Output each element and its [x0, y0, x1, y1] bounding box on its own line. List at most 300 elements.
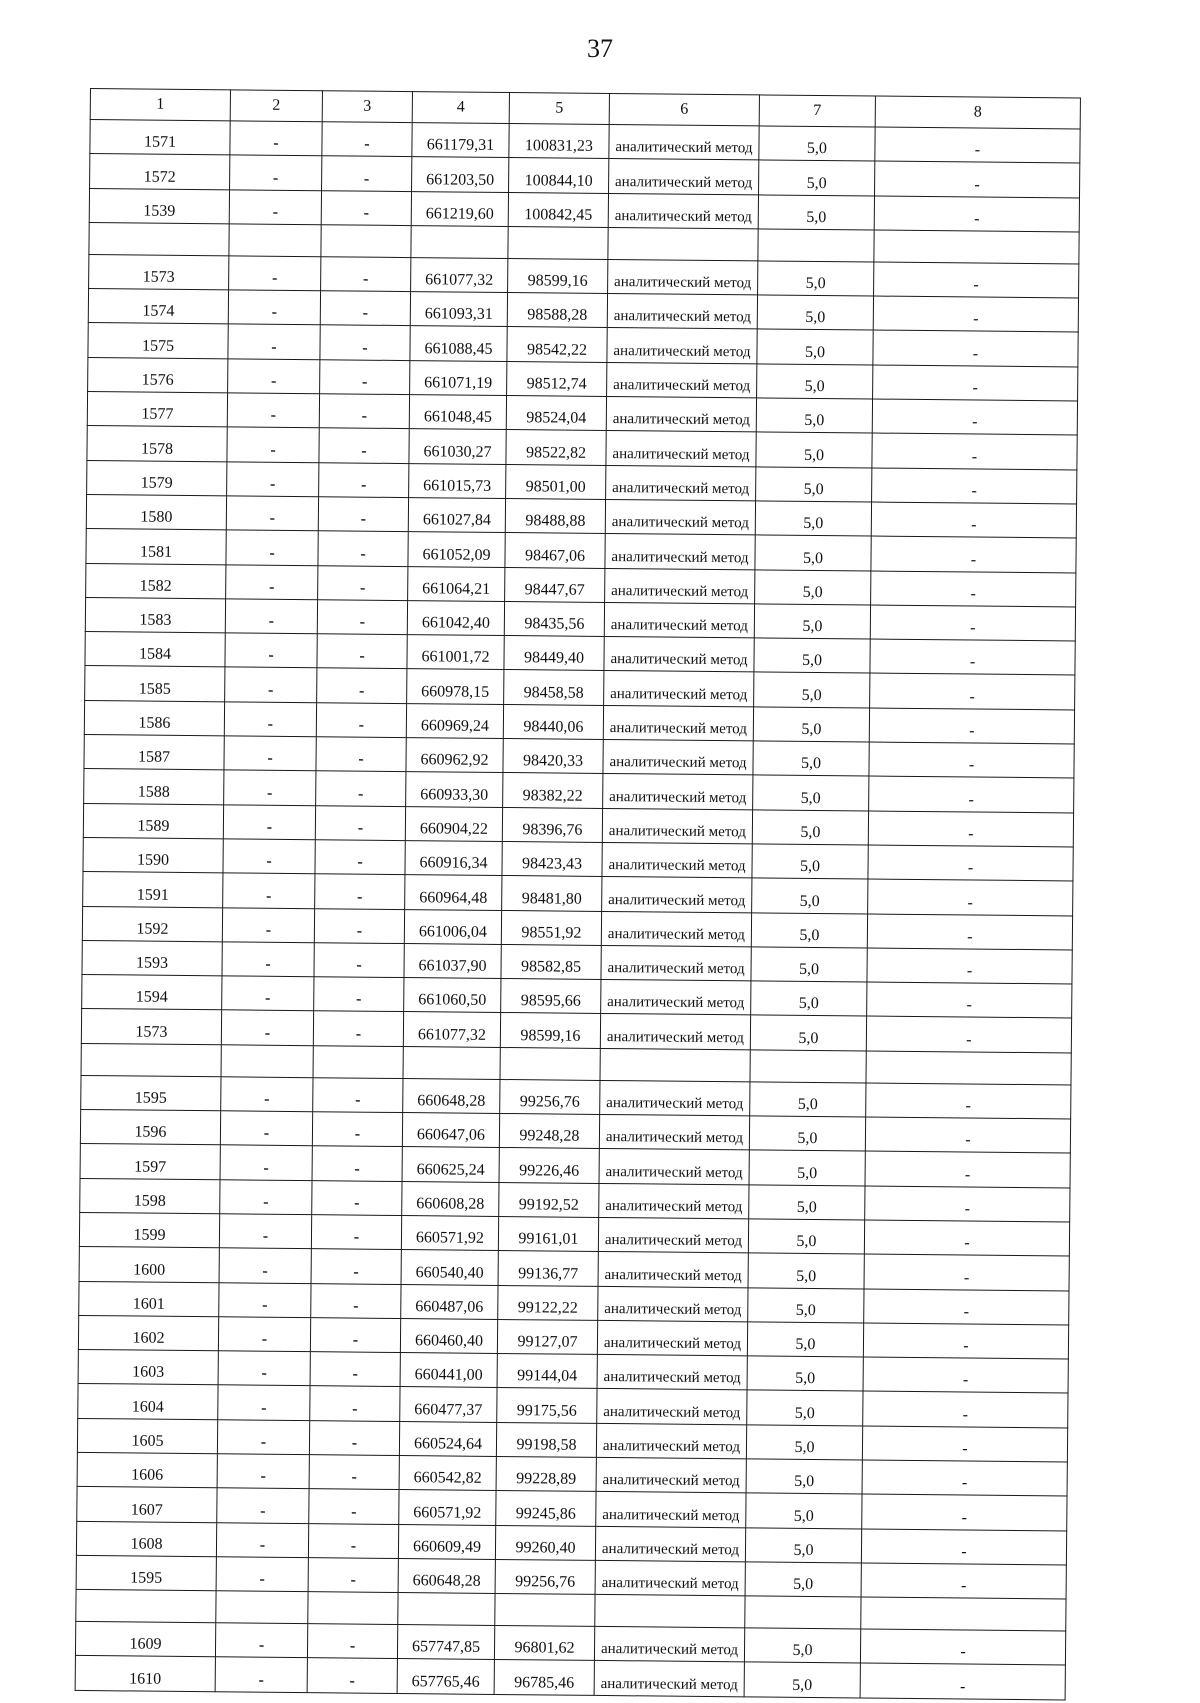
- col8-cell: -: [871, 571, 1076, 607]
- x-coordinate-cell: 661027,84: [408, 498, 505, 533]
- point-number-cell: 1579: [87, 460, 227, 496]
- y-coordinate-cell: 98524,04: [506, 396, 606, 431]
- y-coordinate-cell: [500, 1047, 600, 1080]
- x-coordinate-cell: 660962,92: [406, 738, 503, 773]
- col8-cell: -: [865, 1186, 1070, 1222]
- accuracy-cell: 5,0: [753, 707, 869, 742]
- col8-cell: -: [861, 1563, 1066, 1599]
- x-coordinate-cell: 661077,32: [403, 1012, 500, 1047]
- x-coordinate-cell: 660571,92: [399, 1490, 496, 1525]
- x-coordinate-cell: 661219,60: [411, 191, 508, 226]
- col2-cell: -: [228, 359, 320, 394]
- y-coordinate-cell: 99175,56: [497, 1388, 597, 1423]
- x-coordinate-cell: 661179,31: [412, 123, 509, 158]
- accuracy-cell: 5,0: [752, 810, 868, 845]
- y-coordinate-cell: [508, 226, 608, 259]
- col2-cell: -: [217, 1454, 309, 1489]
- x-coordinate-cell: 661064,21: [408, 566, 505, 601]
- x-coordinate-cell: 660648,28: [403, 1078, 500, 1113]
- method-cell: аналитический метод: [600, 1080, 750, 1116]
- method-cell: аналитический метод: [598, 1252, 748, 1288]
- y-coordinate-cell: 98599,16: [508, 258, 608, 293]
- y-coordinate-cell: 98522,82: [506, 430, 606, 465]
- col8-cell: -: [874, 196, 1079, 232]
- point-number-cell: 1577: [87, 392, 227, 428]
- point-number-cell: 1599: [79, 1212, 219, 1248]
- col3-cell: -: [315, 840, 405, 875]
- col3-cell: -: [318, 497, 408, 532]
- col2-cell: -: [229, 256, 321, 291]
- y-coordinate-cell: 99226,46: [499, 1148, 599, 1183]
- col3-cell: -: [321, 257, 411, 292]
- method-cell: аналитический метод: [605, 534, 755, 570]
- x-coordinate-cell: 661037,90: [404, 943, 501, 978]
- col8-cell: -: [868, 845, 1073, 881]
- col3-cell: -: [316, 702, 406, 737]
- method-cell: аналитический метод: [596, 1423, 746, 1459]
- y-coordinate-cell: 98458,58: [504, 670, 604, 705]
- method-cell: аналитический метод: [594, 1661, 744, 1697]
- x-coordinate-cell: 660441,00: [400, 1353, 497, 1388]
- col2-cell: -: [228, 290, 320, 325]
- method-cell: аналитический метод: [608, 259, 758, 295]
- y-coordinate-cell: 98447,67: [505, 567, 605, 602]
- col2-cell: -: [225, 633, 317, 668]
- x-coordinate-cell: 661060,50: [404, 978, 501, 1013]
- col8-cell: -: [868, 811, 1073, 847]
- col2-cell: -: [230, 121, 322, 156]
- method-cell: аналитический метод: [604, 671, 754, 707]
- point-number-cell: 1606: [77, 1452, 217, 1488]
- y-coordinate-cell: 98512,74: [507, 361, 607, 396]
- col8-cell: -: [862, 1426, 1067, 1462]
- x-coordinate-cell: [403, 1046, 500, 1079]
- col3-cell: [321, 225, 411, 258]
- y-coordinate-cell: 99192,52: [499, 1182, 599, 1217]
- col2-cell: -: [218, 1317, 310, 1352]
- col2-cell: -: [220, 1179, 312, 1214]
- col2-cell: -: [221, 1010, 313, 1045]
- accuracy-cell: 5,0: [756, 432, 872, 467]
- y-coordinate-cell: 99248,28: [499, 1113, 599, 1148]
- accuracy-cell: 5,0: [745, 1527, 861, 1562]
- accuracy-cell: 5,0: [747, 1356, 863, 1391]
- col3-cell: -: [318, 531, 408, 566]
- method-cell: аналитический метод: [598, 1217, 748, 1253]
- col2-cell: -: [227, 427, 319, 462]
- col8-cell: -: [873, 365, 1078, 401]
- col8-cell: -: [860, 1663, 1065, 1699]
- x-coordinate-cell: 660904,22: [405, 806, 502, 841]
- accuracy-cell: 5,0: [748, 1287, 864, 1322]
- point-number-cell: 1602: [78, 1315, 218, 1351]
- col3-cell: -: [312, 1146, 402, 1181]
- col8-cell: -: [875, 161, 1080, 197]
- y-coordinate-cell: 99256,76: [495, 1559, 595, 1594]
- method-cell: аналитический метод: [602, 808, 752, 844]
- x-coordinate-cell: 660625,24: [402, 1147, 499, 1182]
- col2-cell: [229, 224, 321, 257]
- x-coordinate-cell: 661015,73: [409, 463, 506, 498]
- method-cell: аналитический метод: [599, 1114, 749, 1150]
- accuracy-cell: 5,0: [757, 329, 873, 364]
- accuracy-cell: 5,0: [749, 1184, 865, 1219]
- col3-cell: -: [314, 943, 404, 978]
- col3-cell: -: [318, 565, 408, 600]
- col3-cell: -: [316, 737, 406, 772]
- point-number-cell: 1583: [85, 597, 225, 633]
- col3-cell: -: [309, 1420, 399, 1455]
- x-coordinate-cell: 661048,45: [409, 395, 506, 430]
- y-coordinate-cell: 98551,92: [501, 910, 601, 945]
- col8-cell: -: [867, 948, 1072, 984]
- col8-cell: -: [865, 1151, 1070, 1187]
- point-number-cell: 1581: [86, 529, 226, 565]
- y-coordinate-cell: 98588,28: [507, 293, 607, 328]
- col3-cell: -: [317, 668, 407, 703]
- col2-cell: -: [220, 1145, 312, 1180]
- accuracy-cell: 5,0: [756, 398, 872, 433]
- y-coordinate-cell: 99228,89: [496, 1456, 596, 1491]
- method-cell: аналитический метод: [595, 1526, 745, 1562]
- col3-cell: -: [308, 1523, 398, 1558]
- col8-cell: -: [871, 536, 1076, 572]
- y-coordinate-cell: 98423,43: [502, 841, 602, 876]
- y-coordinate-cell: 99198,58: [496, 1422, 596, 1457]
- col2-cell: -: [224, 770, 316, 805]
- col8-cell: -: [869, 776, 1074, 812]
- point-number-cell: 1607: [77, 1487, 217, 1523]
- point-number-cell: [89, 222, 229, 255]
- method-cell: аналитический метод: [603, 774, 753, 810]
- col3-cell: -: [309, 1489, 399, 1524]
- method-cell: аналитический метод: [607, 294, 757, 330]
- col3-cell: -: [312, 1112, 402, 1147]
- point-number-cell: 1574: [88, 289, 228, 325]
- point-number-cell: 1572: [90, 154, 230, 190]
- accuracy-cell: 5,0: [754, 638, 870, 673]
- col3-cell: -: [314, 908, 404, 943]
- point-number-cell: 1582: [86, 563, 226, 599]
- col8-cell: -: [865, 1117, 1070, 1153]
- y-coordinate-cell: 98501,00: [506, 464, 606, 499]
- header-cell-5: 5: [509, 93, 609, 125]
- y-coordinate-cell: 98467,06: [505, 533, 605, 568]
- point-number-cell: 1584: [85, 632, 225, 668]
- col8-cell: -: [866, 1083, 1071, 1119]
- col3-cell: -: [308, 1558, 398, 1593]
- point-number-cell: 1608: [76, 1521, 216, 1557]
- accuracy-cell: 5,0: [750, 1015, 866, 1050]
- accuracy-cell: 5,0: [748, 1253, 864, 1288]
- y-coordinate-cell: 98488,88: [505, 498, 605, 533]
- y-coordinate-cell: 96785,46: [494, 1660, 594, 1695]
- col3-cell: -: [320, 291, 410, 326]
- y-coordinate-cell: 98595,66: [501, 979, 601, 1014]
- x-coordinate-cell: 661093,31: [410, 292, 507, 327]
- y-coordinate-cell: 99144,04: [497, 1354, 597, 1389]
- col3-cell: -: [314, 977, 404, 1012]
- col3-cell: -: [316, 771, 406, 806]
- col2-cell: -: [219, 1282, 311, 1317]
- col8-cell: -: [863, 1323, 1068, 1359]
- col3-cell: -: [319, 428, 409, 463]
- y-coordinate-cell: 99161,01: [498, 1216, 598, 1251]
- x-coordinate-cell: 660608,28: [402, 1181, 499, 1216]
- col2-cell: -: [227, 462, 319, 497]
- col3-cell: -: [322, 156, 412, 191]
- point-number-cell: 1580: [86, 494, 226, 530]
- col8-cell: -: [870, 673, 1075, 709]
- col2-cell: [221, 1045, 313, 1078]
- x-coordinate-cell: 660524,64: [399, 1421, 496, 1456]
- x-coordinate-cell: 660647,06: [402, 1113, 499, 1148]
- col8-cell: -: [871, 502, 1076, 538]
- y-coordinate-cell: 96801,62: [494, 1626, 594, 1661]
- y-coordinate-cell: 99260,40: [495, 1525, 595, 1560]
- point-number-cell: 1598: [80, 1178, 220, 1214]
- col8-cell: -: [863, 1391, 1068, 1427]
- col2-cell: -: [228, 324, 320, 359]
- x-coordinate-cell: 661006,04: [404, 909, 501, 944]
- accuracy-cell: 5,0: [753, 775, 869, 810]
- point-number-cell: 1571: [90, 120, 230, 156]
- col8-cell: -: [872, 433, 1077, 469]
- method-cell: [595, 1595, 745, 1628]
- col3-cell: -: [321, 190, 411, 225]
- coordinates-sheet: [75, 88, 1080, 1700]
- method-cell: аналитический метод: [603, 740, 753, 776]
- point-number-cell: 1576: [88, 357, 228, 393]
- col8-cell: -: [867, 982, 1072, 1018]
- y-coordinate-cell: 98481,80: [502, 876, 602, 911]
- col3-cell: -: [310, 1386, 400, 1421]
- x-coordinate-cell: 660916,34: [405, 840, 502, 875]
- col2-cell: -: [227, 393, 319, 428]
- col3-cell: -: [320, 325, 410, 360]
- accuracy-cell: 5,0: [746, 1425, 862, 1460]
- method-cell: аналитический метод: [597, 1389, 747, 1425]
- col2-cell: -: [218, 1351, 310, 1386]
- x-coordinate-cell: 660648,28: [398, 1558, 495, 1593]
- col3-cell: -: [315, 874, 405, 909]
- point-number-cell: 1603: [78, 1350, 218, 1386]
- method-cell: аналитический метод: [605, 568, 755, 604]
- col3-cell: -: [315, 805, 405, 840]
- method-cell: аналитический метод: [602, 877, 752, 913]
- point-number-cell: 1573: [89, 254, 229, 290]
- y-coordinate-cell: [495, 1594, 595, 1627]
- x-coordinate-cell: 660609,49: [398, 1524, 495, 1559]
- x-coordinate-cell: 657765,46: [397, 1659, 494, 1694]
- col3-cell: -: [313, 1077, 403, 1112]
- accuracy-cell: 5,0: [751, 981, 867, 1016]
- accuracy-cell: 5,0: [750, 1082, 866, 1117]
- point-number-cell: 1593: [82, 940, 222, 976]
- col8-cell: -: [874, 262, 1079, 298]
- accuracy-cell: 5,0: [755, 535, 871, 570]
- point-number-cell: 1575: [88, 323, 228, 359]
- method-cell: аналитический метод: [603, 705, 753, 741]
- y-coordinate-cell: 98582,85: [501, 944, 601, 979]
- y-coordinate-cell: 100844,10: [509, 158, 609, 193]
- col8-cell: -: [869, 708, 1074, 744]
- point-number-cell: 1609: [75, 1622, 215, 1658]
- method-cell: аналитический метод: [609, 159, 759, 195]
- col8-cell: -: [861, 1529, 1066, 1565]
- col2-cell: -: [223, 839, 315, 874]
- method-cell: аналитический метод: [606, 397, 756, 433]
- y-coordinate-cell: 98599,16: [500, 1013, 600, 1048]
- col8-cell: -: [864, 1220, 1069, 1256]
- method-cell: аналитический метод: [601, 980, 751, 1016]
- accuracy-cell: 5,0: [759, 126, 875, 161]
- col2-cell: -: [221, 1077, 313, 1112]
- accuracy-cell: 5,0: [754, 604, 870, 639]
- point-number-cell: 1585: [85, 666, 225, 702]
- col2-cell: -: [218, 1385, 310, 1420]
- method-cell: аналитический метод: [599, 1149, 749, 1185]
- col3-cell: -: [317, 634, 407, 669]
- accuracy-cell: 5,0: [748, 1219, 864, 1254]
- col2-cell: -: [215, 1657, 307, 1692]
- x-coordinate-cell: [398, 1593, 495, 1626]
- x-coordinate-cell: 660487,06: [401, 1284, 498, 1319]
- col3-cell: -: [322, 122, 412, 157]
- accuracy-cell: 5,0: [749, 1150, 865, 1185]
- method-cell: аналитический метод: [604, 637, 754, 673]
- method-cell: аналитический метод: [599, 1183, 749, 1219]
- col8-cell: -: [870, 605, 1075, 641]
- method-cell: аналитический метод: [607, 362, 757, 398]
- point-number-cell: 1595: [76, 1555, 216, 1591]
- table-body: [75, 89, 1080, 1700]
- y-coordinate-cell: 99122,22: [498, 1285, 598, 1320]
- accuracy-cell: 5,0: [758, 261, 874, 296]
- col2-cell: -: [223, 804, 315, 839]
- col2-cell: -: [222, 942, 314, 977]
- col8-cell: -: [872, 468, 1077, 504]
- x-coordinate-cell: 660460,40: [400, 1318, 497, 1353]
- y-coordinate-cell: 99127,07: [497, 1319, 597, 1354]
- accuracy-cell: 5,0: [749, 1116, 865, 1151]
- y-coordinate-cell: 98435,56: [504, 601, 604, 636]
- header-cell-4: 4: [412, 92, 509, 124]
- y-coordinate-cell: 98420,33: [503, 739, 603, 774]
- col2-cell: -: [215, 1623, 307, 1658]
- y-coordinate-cell: 98440,06: [503, 704, 603, 739]
- x-coordinate-cell: 660542,82: [399, 1456, 496, 1491]
- col2-cell: -: [226, 530, 318, 565]
- col2-cell: -: [226, 496, 318, 531]
- col8-cell: -: [864, 1254, 1069, 1290]
- point-number-cell: [81, 1043, 221, 1076]
- method-cell: аналитический метод: [608, 193, 758, 229]
- col2-cell: [216, 1591, 308, 1624]
- col3-cell: -: [310, 1317, 400, 1352]
- col2-cell: -: [225, 599, 317, 634]
- col8-cell: -: [863, 1357, 1068, 1393]
- accuracy-cell: 5,0: [755, 569, 871, 604]
- accuracy-cell: [750, 1050, 866, 1083]
- col3-cell: [308, 1592, 398, 1625]
- method-cell: аналитический метод: [602, 842, 752, 878]
- accuracy-cell: [758, 229, 874, 262]
- accuracy-cell: 5,0: [757, 295, 873, 330]
- method-cell: аналитический метод: [598, 1286, 748, 1322]
- header-cell-3: 3: [322, 91, 412, 123]
- col2-cell: -: [229, 189, 321, 224]
- col8-cell: -: [867, 914, 1072, 950]
- y-coordinate-cell: 98382,22: [503, 773, 603, 808]
- method-cell: аналитический метод: [609, 124, 759, 160]
- x-coordinate-cell: 660477,37: [400, 1387, 497, 1422]
- x-coordinate-cell: 661203,50: [412, 157, 509, 192]
- x-coordinate-cell: [411, 225, 508, 258]
- col2-cell: -: [225, 667, 317, 702]
- col2-cell: -: [226, 564, 318, 599]
- accuracy-cell: 5,0: [752, 844, 868, 879]
- method-cell: аналитический метод: [601, 945, 751, 981]
- col3-cell: -: [319, 394, 409, 429]
- y-coordinate-cell: 98542,22: [507, 327, 607, 362]
- point-number-cell: 1590: [83, 837, 223, 873]
- point-number-cell: 1586: [84, 700, 224, 736]
- col3-cell: -: [307, 1658, 397, 1693]
- col2-cell: -: [224, 702, 316, 737]
- col2-cell: -: [217, 1419, 309, 1454]
- point-number-cell: 1605: [77, 1418, 217, 1454]
- accuracy-cell: 5,0: [757, 364, 873, 399]
- point-number-cell: 1601: [79, 1281, 219, 1317]
- point-number-cell: 1573: [81, 1009, 221, 1045]
- header-cell-7: 7: [759, 95, 875, 127]
- x-coordinate-cell: 661052,09: [408, 532, 505, 567]
- header-cell-8: 8: [875, 96, 1080, 129]
- point-number-cell: 1588: [84, 769, 224, 805]
- col8-cell: -: [875, 127, 1080, 163]
- col8-cell: -: [868, 879, 1073, 915]
- col8-cell: -: [864, 1288, 1069, 1324]
- x-coordinate-cell: 661071,19: [410, 360, 507, 395]
- accuracy-cell: 5,0: [745, 1562, 861, 1597]
- col8-cell: -: [862, 1460, 1067, 1496]
- y-coordinate-cell: 100831,23: [509, 124, 609, 159]
- accuracy-cell: 5,0: [747, 1390, 863, 1425]
- x-coordinate-cell: 660969,24: [406, 703, 503, 738]
- col3-cell: -: [320, 360, 410, 395]
- col8-cell: [874, 230, 1079, 264]
- x-coordinate-cell: 661042,40: [407, 600, 504, 635]
- page-number: 37: [587, 34, 613, 63]
- point-number-cell: 1597: [80, 1144, 220, 1180]
- col2-cell: -: [230, 155, 322, 190]
- col3-cell: -: [311, 1283, 401, 1318]
- point-number-cell: 1600: [79, 1247, 219, 1283]
- method-cell: аналитический метод: [605, 499, 755, 535]
- col8-cell: [866, 1051, 1071, 1085]
- col2-cell: -: [222, 976, 314, 1011]
- accuracy-cell: [745, 1596, 861, 1629]
- x-coordinate-cell: 661001,72: [407, 635, 504, 670]
- accuracy-cell: 5,0: [747, 1322, 863, 1357]
- accuracy-cell: 5,0: [758, 195, 874, 230]
- col8-cell: -: [869, 742, 1074, 778]
- accuracy-cell: 5,0: [754, 672, 870, 707]
- x-coordinate-cell: 661030,27: [409, 429, 506, 464]
- accuracy-cell: 5,0: [744, 1662, 860, 1697]
- accuracy-cell: 5,0: [751, 947, 867, 982]
